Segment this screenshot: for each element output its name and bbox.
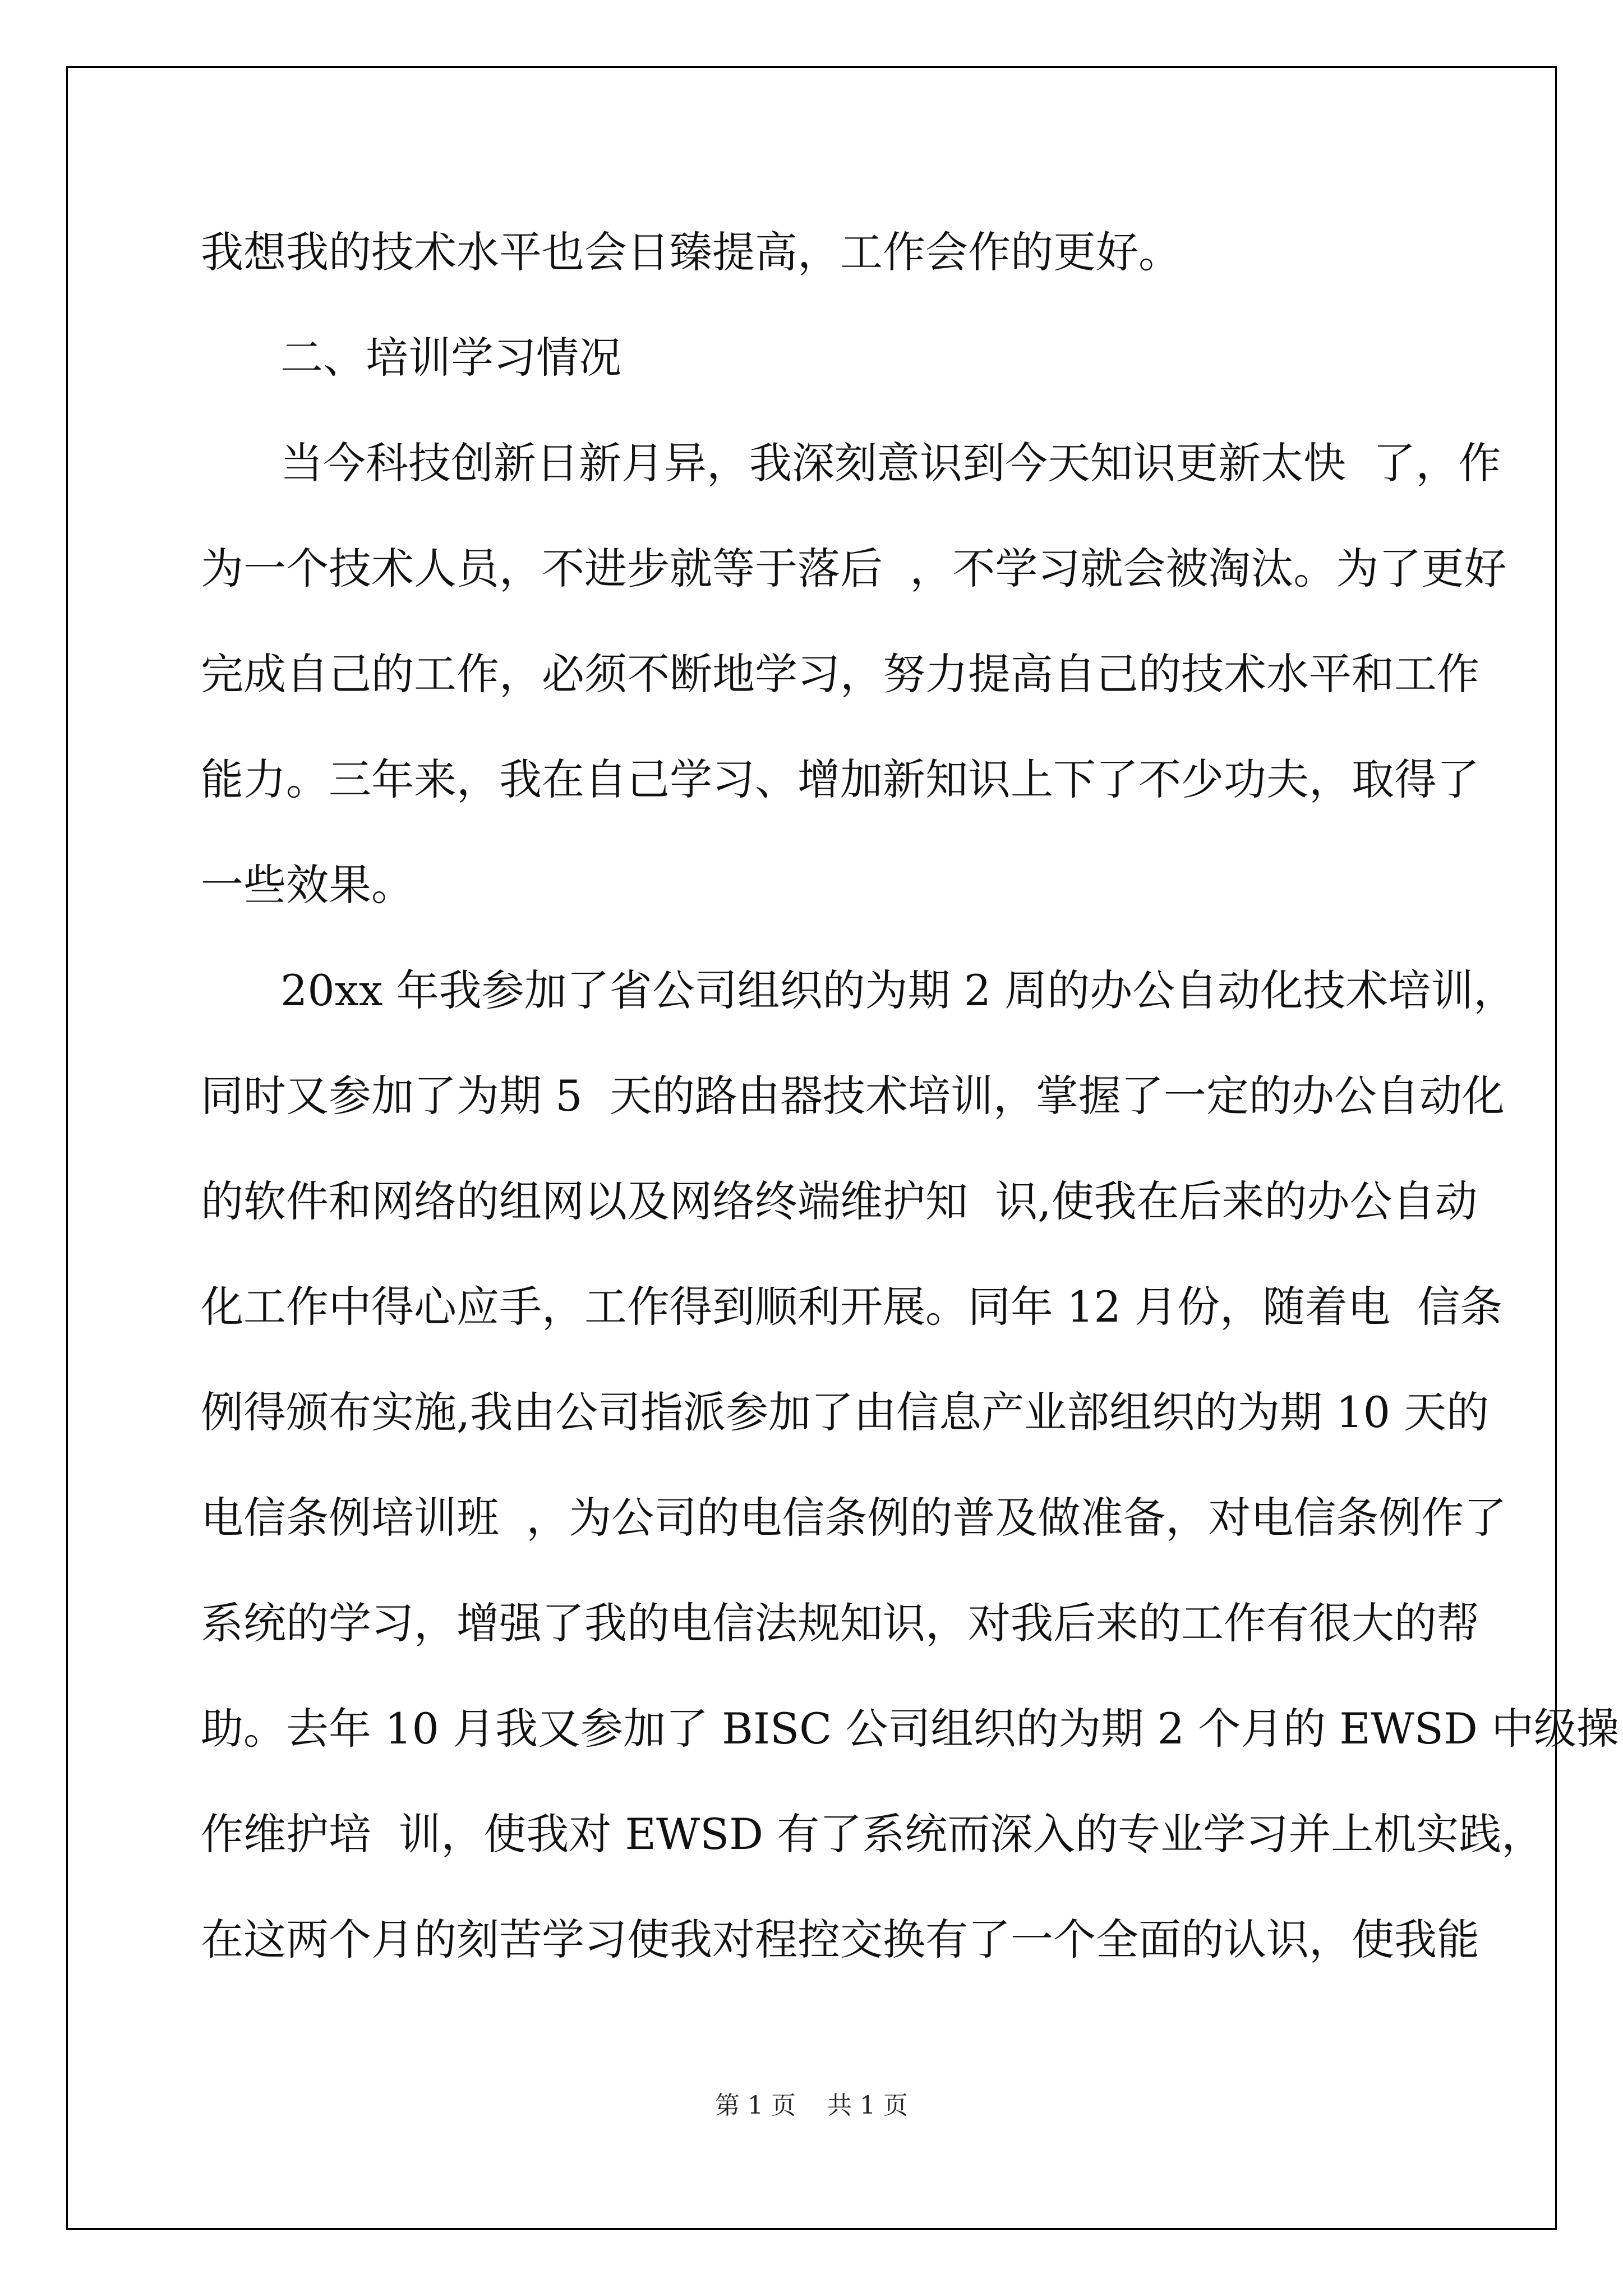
body-line-11: 化工作中得心应手，工作得到顺利开展。同年 12 月份，随着电 信条 — [201, 1282, 1503, 1332]
body-line-1: 我想我的技术水平也会日臻提高，工作会作的更好。 — [201, 227, 1181, 277]
section-heading: 二、培训学习情况 — [280, 333, 621, 383]
body-line-6: 能力。三年来，我在自己学习、增加新知识上下了不少功夫，取得了 — [201, 754, 1479, 804]
body-line-8: 20xx 年我参加了省公司组织的为期 2 周的办公自动化技术培训， — [280, 965, 1516, 1015]
body-line-17: 在这两个月的刻苦学习使我对程控交换有了一个全面的认识，使我能 — [201, 1915, 1479, 1964]
page-footer: 第 1 页 共 1 页 — [715, 2091, 908, 2120]
body-line-7: 一些效果。 — [201, 860, 414, 910]
body-line-3: 当今科技创新日新月异，我深刻意识到今天知识更新太快 了，作 — [280, 438, 1501, 488]
body-line-15: 助。去年 10 月我又参加了 BISC 公司组织的为期 2 个月的 EWSD 中级操 — [201, 1704, 1620, 1754]
body-line-4: 为一个技术人员，不进步就等于落后 ，不学习就会被淘汰。为了更好 — [201, 544, 1507, 593]
body-line-14: 系统的学习，增强了我的电信法规知识，对我后来的工作有很大的帮 — [201, 1598, 1479, 1648]
body-line-12: 例得颁布实施,我由公司指派参加了由信息产业部组织的为期 10 天的 — [201, 1387, 1490, 1437]
body-line-10: 的软件和网络的组网以及网络终端维护知 识,使我在后来的办公自动 — [201, 1176, 1478, 1226]
page-border — [66, 66, 1557, 2230]
body-line-13: 电信条例培训班 ，为公司的电信条例的普及做准备，对电信条例作了 — [201, 1493, 1507, 1543]
body-line-9: 同时又参加了为期 5 天的路由器技术培训，掌握了一定的办公自动化 — [201, 1071, 1505, 1121]
body-line-5: 完成自己的工作，必须不断地学习，努力提高自己的技术水平和工作 — [201, 649, 1479, 699]
body-line-16: 作维护培 训，使我对 EWSD 有了系统而深入的专业学习并上机实践， — [201, 1809, 1544, 1859]
